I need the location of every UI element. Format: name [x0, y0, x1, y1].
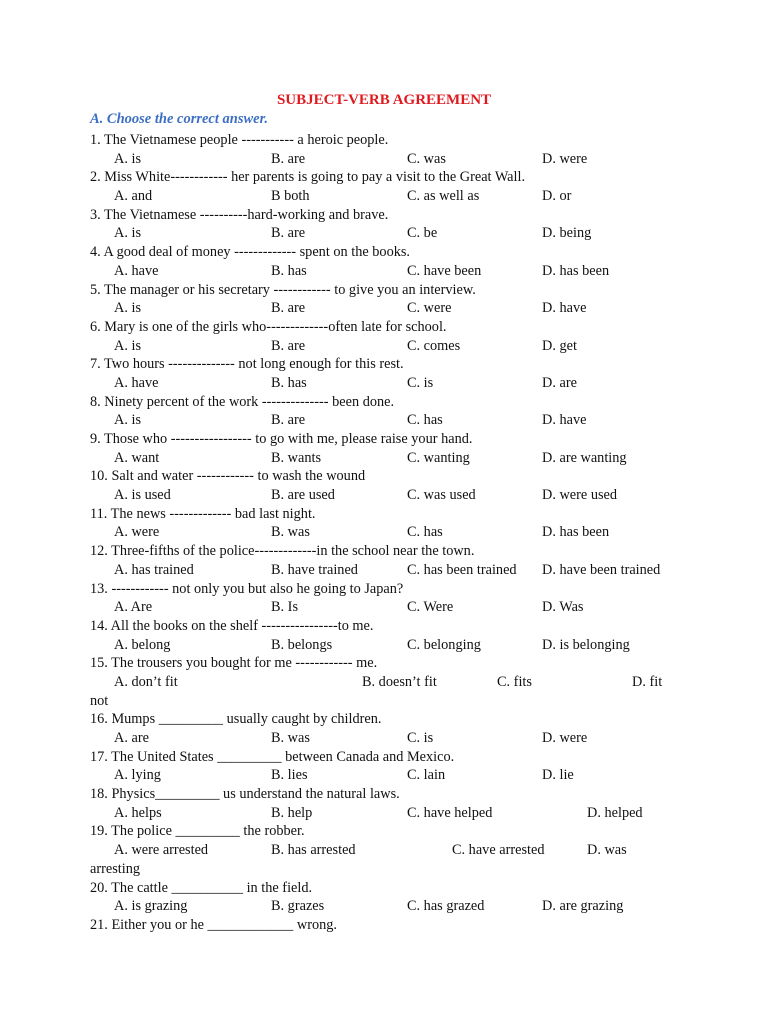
answer-option[interactable]: D. have: [542, 412, 587, 429]
answer-option[interactable]: A. is used: [114, 487, 171, 504]
answer-option[interactable]: B. are: [271, 300, 306, 317]
question-14-options: [90, 636, 730, 655]
answer-option[interactable]: B. grazes: [271, 898, 325, 915]
answer-option[interactable]: B. lies: [271, 767, 308, 784]
answer-option[interactable]: D. were: [542, 730, 588, 746]
answer-option[interactable]: C. has: [407, 412, 443, 429]
answer-option[interactable]: A. were arrested: [114, 842, 209, 859]
answer-option[interactable]: A. want: [114, 449, 160, 466]
answer-option[interactable]: A. were: [114, 524, 160, 541]
question-9: 9. Those who ----------------- to go with me, please raise your hand.: [90, 431, 473, 447]
question-3-options: [90, 224, 730, 243]
answer-option[interactable]: C. Were: [407, 599, 454, 616]
answer-option[interactable]: B. Is: [271, 599, 299, 616]
answer-option[interactable]: A. belong: [114, 636, 171, 653]
answer-option[interactable]: B. are: [271, 337, 306, 354]
question-19-options: [90, 841, 730, 860]
answer-option[interactable]: A. is: [114, 412, 142, 429]
question-17: 17. The United States _________ between Canada and Mexico.: [90, 748, 455, 765]
question-7-options: [90, 374, 730, 393]
answer-option[interactable]: C. was: [407, 150, 446, 167]
answer-option[interactable]: A. is grazing: [114, 898, 188, 915]
answer-option[interactable]: C. comes: [407, 337, 461, 354]
answer-option[interactable]: D. were used: [542, 487, 618, 504]
answer-option[interactable]: B. has: [271, 374, 307, 391]
answer-option[interactable]: A. is: [114, 300, 142, 317]
answer-option[interactable]: B. belongs: [271, 636, 333, 653]
question-21: 21. Either you or he ____________ wrong.: [90, 916, 337, 933]
answer-option[interactable]: B. have trained: [271, 561, 358, 578]
question-1-options: [90, 150, 730, 169]
answer-option[interactable]: C. has: [407, 524, 443, 541]
answer-option[interactable]: C. has grazed: [407, 898, 485, 915]
question-13-options: [90, 598, 730, 617]
answer-option[interactable]: D. have been trained: [542, 561, 661, 578]
answer-option[interactable]: C. lain: [407, 767, 446, 784]
question-1: 1. The Vietnamese people ----------- a heroic people.: [90, 132, 389, 148]
answer-option[interactable]: C. have been: [407, 262, 482, 279]
question-11: 11. The news ------------- bad last night.: [90, 505, 316, 522]
answer-option[interactable]: B. help: [271, 804, 313, 821]
question-18-options: [90, 804, 730, 823]
answer-option[interactable]: A. lying: [114, 767, 161, 784]
answer-option[interactable]: A. have: [114, 374, 159, 391]
answer-option[interactable]: C. belonging: [407, 636, 481, 653]
answer-option[interactable]: D. being: [542, 225, 592, 242]
question-6-options: [90, 337, 730, 356]
question-15: 15. The trousers you bought for me ------------ me.: [90, 655, 378, 672]
answer-option[interactable]: B. has arrested: [271, 842, 356, 859]
answer-option[interactable]: B. doesn’t fit: [362, 673, 437, 690]
answer-option[interactable]: C. was used: [407, 487, 476, 504]
question-20-options: [90, 897, 730, 916]
question-2: 2. Miss White------------ her parents is going to pay a visit to the Great Wall.: [90, 169, 526, 186]
question-16-options: [90, 729, 730, 748]
question-7: 7. Two hours -------------- not long enough for this rest.: [90, 356, 404, 373]
answer-option[interactable]: C. is: [407, 374, 434, 391]
answer-option[interactable]: D. have: [542, 300, 587, 317]
answer-option[interactable]: C. wanting: [407, 449, 470, 466]
answer-option[interactable]: B. was: [271, 730, 310, 746]
answer-option[interactable]: C. have arrested: [452, 842, 545, 859]
answer-option[interactable]: C. is: [407, 730, 434, 746]
question-3: 3. The Vietnamese ----------hard-working and brave.: [90, 206, 389, 223]
question-10: 10. Salt and water ------------ to wash the wound: [90, 468, 366, 485]
question-16: 16. Mumps _________ usually caught by children.: [90, 711, 382, 728]
option-continuation: arresting: [90, 860, 141, 877]
question-15-options: [90, 673, 730, 692]
answer-option[interactable]: A. helps: [114, 804, 162, 821]
question-20: 20. The cattle __________ in the field.: [90, 879, 313, 896]
answer-option[interactable]: A. Are: [114, 599, 153, 616]
answer-option[interactable]: B both: [271, 188, 310, 205]
question-11-options: [90, 523, 730, 542]
question-list: [90, 131, 730, 935]
answer-option[interactable]: A. are: [114, 730, 149, 746]
question-19: 19. The police _________ the robber.: [90, 823, 305, 840]
answer-option[interactable]: D. has been: [542, 262, 610, 279]
question-14: 14. All the books on the shelf ----------------to me.: [90, 617, 374, 634]
answer-option[interactable]: B. are: [271, 412, 306, 429]
answer-option[interactable]: D. has been: [542, 524, 610, 541]
answer-option[interactable]: D. were: [542, 150, 588, 167]
question-4: 4. A good deal of money ------------- spent on the books.: [90, 244, 411, 261]
answer-option[interactable]: D. Was: [542, 599, 584, 616]
question-17-options: [90, 766, 730, 785]
answer-option[interactable]: D. helped: [587, 804, 643, 821]
section-heading: A. Choose the correct answer.: [90, 111, 269, 127]
answer-option[interactable]: D. or: [542, 188, 572, 205]
answer-option[interactable]: A. and: [114, 188, 153, 205]
answer-option[interactable]: B. has: [271, 262, 307, 279]
question-2-options: [90, 187, 730, 206]
answer-option[interactable]: D. are wanting: [542, 449, 627, 466]
page-title: SUBJECT-VERB AGREEMENT: [276, 92, 492, 108]
question-12: 12. Three-fifths of the police-------------in the school near the town.: [90, 543, 475, 560]
question-9-options: [90, 449, 730, 468]
question-5: 5. The manager or his secretary ------------ to give you an interview.: [90, 281, 476, 298]
answer-option[interactable]: C. fits: [497, 673, 532, 690]
answer-option[interactable]: D. are: [542, 374, 577, 391]
answer-option[interactable]: A. don’t fit: [114, 673, 178, 690]
answer-option[interactable]: A. is: [114, 150, 142, 167]
question-4-options: [90, 262, 730, 281]
answer-option[interactable]: D. get: [542, 337, 577, 354]
answer-option[interactable]: A. is: [114, 337, 142, 354]
answer-option[interactable]: B. are: [271, 225, 306, 242]
answer-option[interactable]: C. as well as: [407, 188, 480, 205]
answer-option[interactable]: D. fit: [632, 673, 663, 690]
answer-option[interactable]: A. is: [114, 225, 142, 242]
answer-option[interactable]: B. are: [271, 150, 306, 167]
question-6: 6. Mary is one of the girls who-------------often late for school.: [90, 318, 447, 335]
answer-option[interactable]: A. has trained: [114, 561, 194, 578]
answer-option[interactable]: C. has been trained: [407, 561, 517, 578]
answer-option[interactable]: D. are grazing: [542, 898, 624, 915]
question-18: 18. Physics_________ us understand the natural laws.: [90, 786, 400, 803]
question-10-options: [90, 486, 730, 505]
question-8-options: [90, 411, 730, 430]
answer-option[interactable]: C. were: [407, 300, 452, 317]
answer-option[interactable]: D. lie: [542, 767, 574, 784]
answer-option[interactable]: D. is belonging: [542, 636, 630, 653]
question-5-options: [90, 299, 730, 318]
answer-option[interactable]: C. be: [407, 225, 438, 242]
question-8: 8. Ninety percent of the work -------------- been done.: [90, 393, 395, 410]
answer-option[interactable]: B. was: [271, 524, 310, 541]
question-13: 13. ------------ not only you but also he going to Japan?: [90, 580, 404, 597]
answer-option[interactable]: B. wants: [271, 449, 322, 466]
answer-option[interactable]: B. are used: [271, 487, 335, 504]
answer-option[interactable]: D. was: [587, 842, 627, 859]
option-continuation: not: [90, 692, 109, 709]
answer-option[interactable]: C. have helped: [407, 804, 493, 821]
answer-option[interactable]: A. have: [114, 262, 159, 279]
question-12-options: [90, 561, 730, 580]
